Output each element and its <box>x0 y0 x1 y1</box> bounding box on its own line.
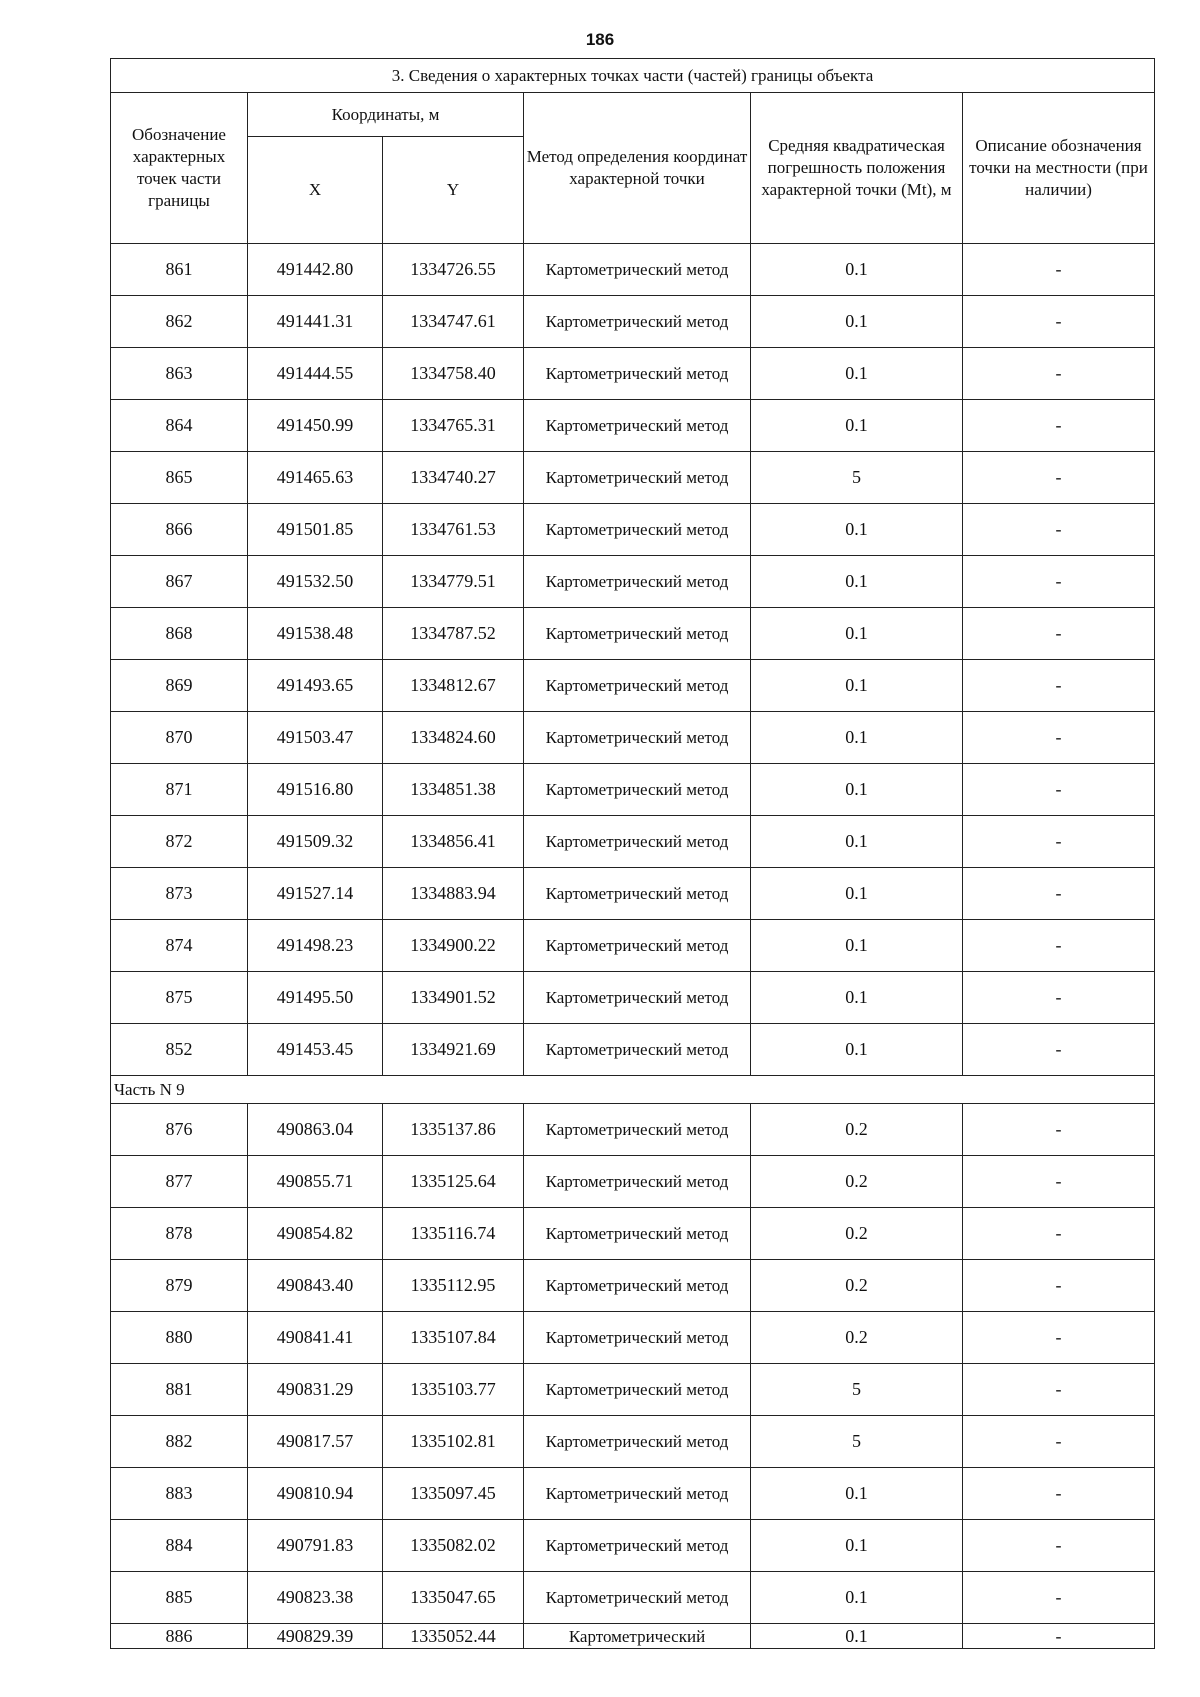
header-y: Y <box>383 137 524 244</box>
coord-x-cell: 491493.65 <box>248 660 383 712</box>
coord-x-cell: 490831.29 <box>248 1364 383 1416</box>
mean-error-cell: 5 <box>751 452 963 504</box>
boundary-points-table <box>110 58 1155 1649</box>
table-row <box>111 400 1155 452</box>
coord-x-cell: 491465.63 <box>248 452 383 504</box>
coord-y-cell: 1335137.86 <box>383 1104 524 1156</box>
table-row <box>111 1024 1155 1076</box>
coord-x-cell: 491501.85 <box>248 504 383 556</box>
coord-y-cell: 1335047.65 <box>383 1572 524 1624</box>
method-cell: Картометрический метод <box>524 556 751 608</box>
header-row <box>111 93 1155 137</box>
table-row <box>111 972 1155 1024</box>
table-row <box>111 1572 1155 1624</box>
point-id-cell: 864 <box>111 400 248 452</box>
point-id-cell: 878 <box>111 1208 248 1260</box>
method-cell: Картометрический метод <box>524 816 751 868</box>
point-description-cell: - <box>963 1468 1155 1520</box>
mean-error-cell: 0.1 <box>751 972 963 1024</box>
mean-error-cell: 5 <box>751 1416 963 1468</box>
table-row <box>111 452 1155 504</box>
point-id-cell: 863 <box>111 348 248 400</box>
coord-y-cell: 1334740.27 <box>383 452 524 504</box>
method-cell: Картометрический метод <box>524 1416 751 1468</box>
method-cell: Картометрический метод <box>524 660 751 712</box>
section-label: Часть N 9 <box>111 1076 1155 1104</box>
table-row <box>111 1520 1155 1572</box>
coord-x-cell: 491442.80 <box>248 244 383 296</box>
point-id-cell: 884 <box>111 1520 248 1572</box>
point-id-cell: 868 <box>111 608 248 660</box>
point-description-cell: - <box>963 972 1155 1024</box>
table-row <box>111 1624 1155 1649</box>
point-description-cell: - <box>963 1024 1155 1076</box>
table-row <box>111 608 1155 660</box>
coord-x-cell: 491538.48 <box>248 608 383 660</box>
point-description-cell: - <box>963 1624 1155 1649</box>
point-description-cell: - <box>963 452 1155 504</box>
point-id-cell: 886 <box>111 1624 248 1649</box>
header-x: X <box>248 137 383 244</box>
coord-y-cell: 1334761.53 <box>383 504 524 556</box>
method-cell: Картометрический метод <box>524 1024 751 1076</box>
method-cell: Картометрический метод <box>524 920 751 972</box>
point-id-cell: 883 <box>111 1468 248 1520</box>
method-cell: Картометрический метод <box>524 1520 751 1572</box>
table-row <box>111 348 1155 400</box>
mean-error-cell: 0.1 <box>751 712 963 764</box>
point-description-cell: - <box>963 920 1155 972</box>
point-description-cell: - <box>963 608 1155 660</box>
table-row <box>111 504 1155 556</box>
table-row <box>111 816 1155 868</box>
coord-y-cell: 1335102.81 <box>383 1416 524 1468</box>
point-description-cell: - <box>963 1520 1155 1572</box>
table-row <box>111 296 1155 348</box>
method-cell: Картометрический <box>524 1624 751 1649</box>
method-cell: Картометрический метод <box>524 1312 751 1364</box>
point-id-cell: 875 <box>111 972 248 1024</box>
header-error: Средняя квадратическая погрешность положения характерной точки (Mt), м <box>751 93 963 244</box>
table-row <box>111 868 1155 920</box>
coord-x-cell: 490855.71 <box>248 1156 383 1208</box>
table-row <box>111 1156 1155 1208</box>
method-cell: Картометрический метод <box>524 868 751 920</box>
point-description-cell: - <box>963 764 1155 816</box>
method-cell: Картометрический метод <box>524 1208 751 1260</box>
point-description-cell: - <box>963 1260 1155 1312</box>
table-row <box>111 1260 1155 1312</box>
table-row <box>111 1416 1155 1468</box>
coord-x-cell: 491527.14 <box>248 868 383 920</box>
method-cell: Картометрический метод <box>524 972 751 1024</box>
coord-x-cell: 490843.40 <box>248 1260 383 1312</box>
coord-x-cell: 490829.39 <box>248 1624 383 1649</box>
coord-x-cell: 491495.50 <box>248 972 383 1024</box>
table-title-row <box>111 59 1155 93</box>
method-cell: Картометрический метод <box>524 1104 751 1156</box>
mean-error-cell: 0.1 <box>751 608 963 660</box>
point-description-cell: - <box>963 1104 1155 1156</box>
table-row <box>111 556 1155 608</box>
page-number: 186 <box>585 30 615 49</box>
coord-y-cell: 1334921.69 <box>383 1024 524 1076</box>
point-description-cell: - <box>963 1572 1155 1624</box>
coord-x-cell: 491444.55 <box>248 348 383 400</box>
coord-y-cell: 1334758.40 <box>383 348 524 400</box>
mean-error-cell: 0.1 <box>751 764 963 816</box>
mean-error-cell: 0.1 <box>751 1572 963 1624</box>
mean-error-cell: 0.1 <box>751 816 963 868</box>
table-row <box>111 1104 1155 1156</box>
coord-x-cell: 490854.82 <box>248 1208 383 1260</box>
point-description-cell: - <box>963 868 1155 920</box>
mean-error-cell: 0.1 <box>751 868 963 920</box>
point-id-cell: 872 <box>111 816 248 868</box>
point-id-cell: 865 <box>111 452 248 504</box>
mean-error-cell: 0.1 <box>751 1624 963 1649</box>
mean-error-cell: 0.2 <box>751 1156 963 1208</box>
coord-x-cell: 490791.83 <box>248 1520 383 1572</box>
point-id-cell: 867 <box>111 556 248 608</box>
point-description-cell: - <box>963 1312 1155 1364</box>
coord-y-cell: 1334856.41 <box>383 816 524 868</box>
point-description-cell: - <box>963 1416 1155 1468</box>
coord-y-cell: 1334824.60 <box>383 712 524 764</box>
header-designation: Обозначение характерных точек части границы <box>111 93 248 244</box>
method-cell: Картометрический метод <box>524 296 751 348</box>
mean-error-cell: 0.1 <box>751 296 963 348</box>
method-cell: Картометрический метод <box>524 1260 751 1312</box>
method-cell: Картометрический метод <box>524 244 751 296</box>
table-row <box>111 764 1155 816</box>
point-id-cell: 882 <box>111 1416 248 1468</box>
method-cell: Картометрический метод <box>524 764 751 816</box>
mean-error-cell: 0.1 <box>751 1024 963 1076</box>
point-description-cell: - <box>963 1208 1155 1260</box>
point-id-cell: 871 <box>111 764 248 816</box>
point-description-cell: - <box>963 712 1155 764</box>
method-cell: Картометрический метод <box>524 712 751 764</box>
point-description-cell: - <box>963 660 1155 712</box>
mean-error-cell: 0.1 <box>751 400 963 452</box>
point-description-cell: - <box>963 244 1155 296</box>
mean-error-cell: 0.1 <box>751 920 963 972</box>
coord-y-cell: 1335125.64 <box>383 1156 524 1208</box>
coord-y-cell: 1335103.77 <box>383 1364 524 1416</box>
header-description: Описание обозначения точки на местности (при наличии) <box>963 93 1155 244</box>
mean-error-cell: 0.1 <box>751 660 963 712</box>
table-row <box>111 1208 1155 1260</box>
point-id-cell: 873 <box>111 868 248 920</box>
coord-y-cell: 1335052.44 <box>383 1624 524 1649</box>
coord-x-cell: 490823.38 <box>248 1572 383 1624</box>
coord-y-cell: 1335107.84 <box>383 1312 524 1364</box>
coord-x-cell: 491503.47 <box>248 712 383 764</box>
header-coordinates: Координаты, м <box>248 93 524 137</box>
coord-x-cell: 491453.45 <box>248 1024 383 1076</box>
point-description-cell: - <box>963 348 1155 400</box>
point-id-cell: 885 <box>111 1572 248 1624</box>
mean-error-cell: 0.1 <box>751 556 963 608</box>
point-id-cell: 880 <box>111 1312 248 1364</box>
coord-y-cell: 1334747.61 <box>383 296 524 348</box>
method-cell: Картометрический метод <box>524 400 751 452</box>
coord-x-cell: 490863.04 <box>248 1104 383 1156</box>
coord-y-cell: 1335116.74 <box>383 1208 524 1260</box>
point-description-cell: - <box>963 504 1155 556</box>
mean-error-cell: 0.1 <box>751 504 963 556</box>
section-row <box>111 1076 1155 1104</box>
point-description-cell: - <box>963 556 1155 608</box>
point-description-cell: - <box>963 296 1155 348</box>
mean-error-cell: 0.1 <box>751 348 963 400</box>
mean-error-cell: 0.2 <box>751 1260 963 1312</box>
coord-x-cell: 490841.41 <box>248 1312 383 1364</box>
table-row <box>111 244 1155 296</box>
point-description-cell: - <box>963 400 1155 452</box>
point-id-cell: 869 <box>111 660 248 712</box>
table-row <box>111 920 1155 972</box>
mean-error-cell: 0.1 <box>751 244 963 296</box>
point-id-cell: 861 <box>111 244 248 296</box>
coord-y-cell: 1334900.22 <box>383 920 524 972</box>
point-id-cell: 870 <box>111 712 248 764</box>
method-cell: Картометрический метод <box>524 504 751 556</box>
point-id-cell: 879 <box>111 1260 248 1312</box>
coord-y-cell: 1334765.31 <box>383 400 524 452</box>
point-description-cell: - <box>963 1156 1155 1208</box>
coord-y-cell: 1334726.55 <box>383 244 524 296</box>
coord-y-cell: 1335082.02 <box>383 1520 524 1572</box>
coord-x-cell: 491532.50 <box>248 556 383 608</box>
method-cell: Картометрический метод <box>524 1156 751 1208</box>
mean-error-cell: 0.2 <box>751 1104 963 1156</box>
point-id-cell: 881 <box>111 1364 248 1416</box>
method-cell: Картометрический метод <box>524 1572 751 1624</box>
method-cell: Картометрический метод <box>524 608 751 660</box>
mean-error-cell: 5 <box>751 1364 963 1416</box>
table-row <box>111 1468 1155 1520</box>
coord-x-cell: 491441.31 <box>248 296 383 348</box>
table-row <box>111 1364 1155 1416</box>
point-id-cell: 862 <box>111 296 248 348</box>
method-cell: Картометрический метод <box>524 452 751 504</box>
table-row <box>111 712 1155 764</box>
coord-x-cell: 491509.32 <box>248 816 383 868</box>
coord-y-cell: 1334779.51 <box>383 556 524 608</box>
method-cell: Картометрический метод <box>524 348 751 400</box>
coord-y-cell: 1334812.67 <box>383 660 524 712</box>
point-id-cell: 877 <box>111 1156 248 1208</box>
point-id-cell: 852 <box>111 1024 248 1076</box>
coord-x-cell: 491516.80 <box>248 764 383 816</box>
point-description-cell: - <box>963 816 1155 868</box>
method-cell: Картометрический метод <box>524 1364 751 1416</box>
coord-y-cell: 1335097.45 <box>383 1468 524 1520</box>
point-description-cell: - <box>963 1364 1155 1416</box>
mean-error-cell: 0.1 <box>751 1520 963 1572</box>
coord-y-cell: 1334851.38 <box>383 764 524 816</box>
method-cell: Картометрический метод <box>524 1468 751 1520</box>
mean-error-cell: 0.2 <box>751 1208 963 1260</box>
mean-error-cell: 0.1 <box>751 1468 963 1520</box>
coord-x-cell: 491450.99 <box>248 400 383 452</box>
coord-y-cell: 1334787.52 <box>383 608 524 660</box>
coord-x-cell: 490817.57 <box>248 1416 383 1468</box>
coord-y-cell: 1334901.52 <box>383 972 524 1024</box>
coord-x-cell: 490810.94 <box>248 1468 383 1520</box>
header-method: Метод определения координат характерной точки <box>524 93 751 244</box>
coord-x-cell: 491498.23 <box>248 920 383 972</box>
coord-y-cell: 1335112.95 <box>383 1260 524 1312</box>
table-row <box>111 1312 1155 1364</box>
point-id-cell: 876 <box>111 1104 248 1156</box>
coord-y-cell: 1334883.94 <box>383 868 524 920</box>
point-id-cell: 866 <box>111 504 248 556</box>
mean-error-cell: 0.2 <box>751 1312 963 1364</box>
table-title: 3. Сведения о характерных точках части (частей) границы объекта <box>111 59 1155 93</box>
point-id-cell: 874 <box>111 920 248 972</box>
table-row <box>111 660 1155 712</box>
